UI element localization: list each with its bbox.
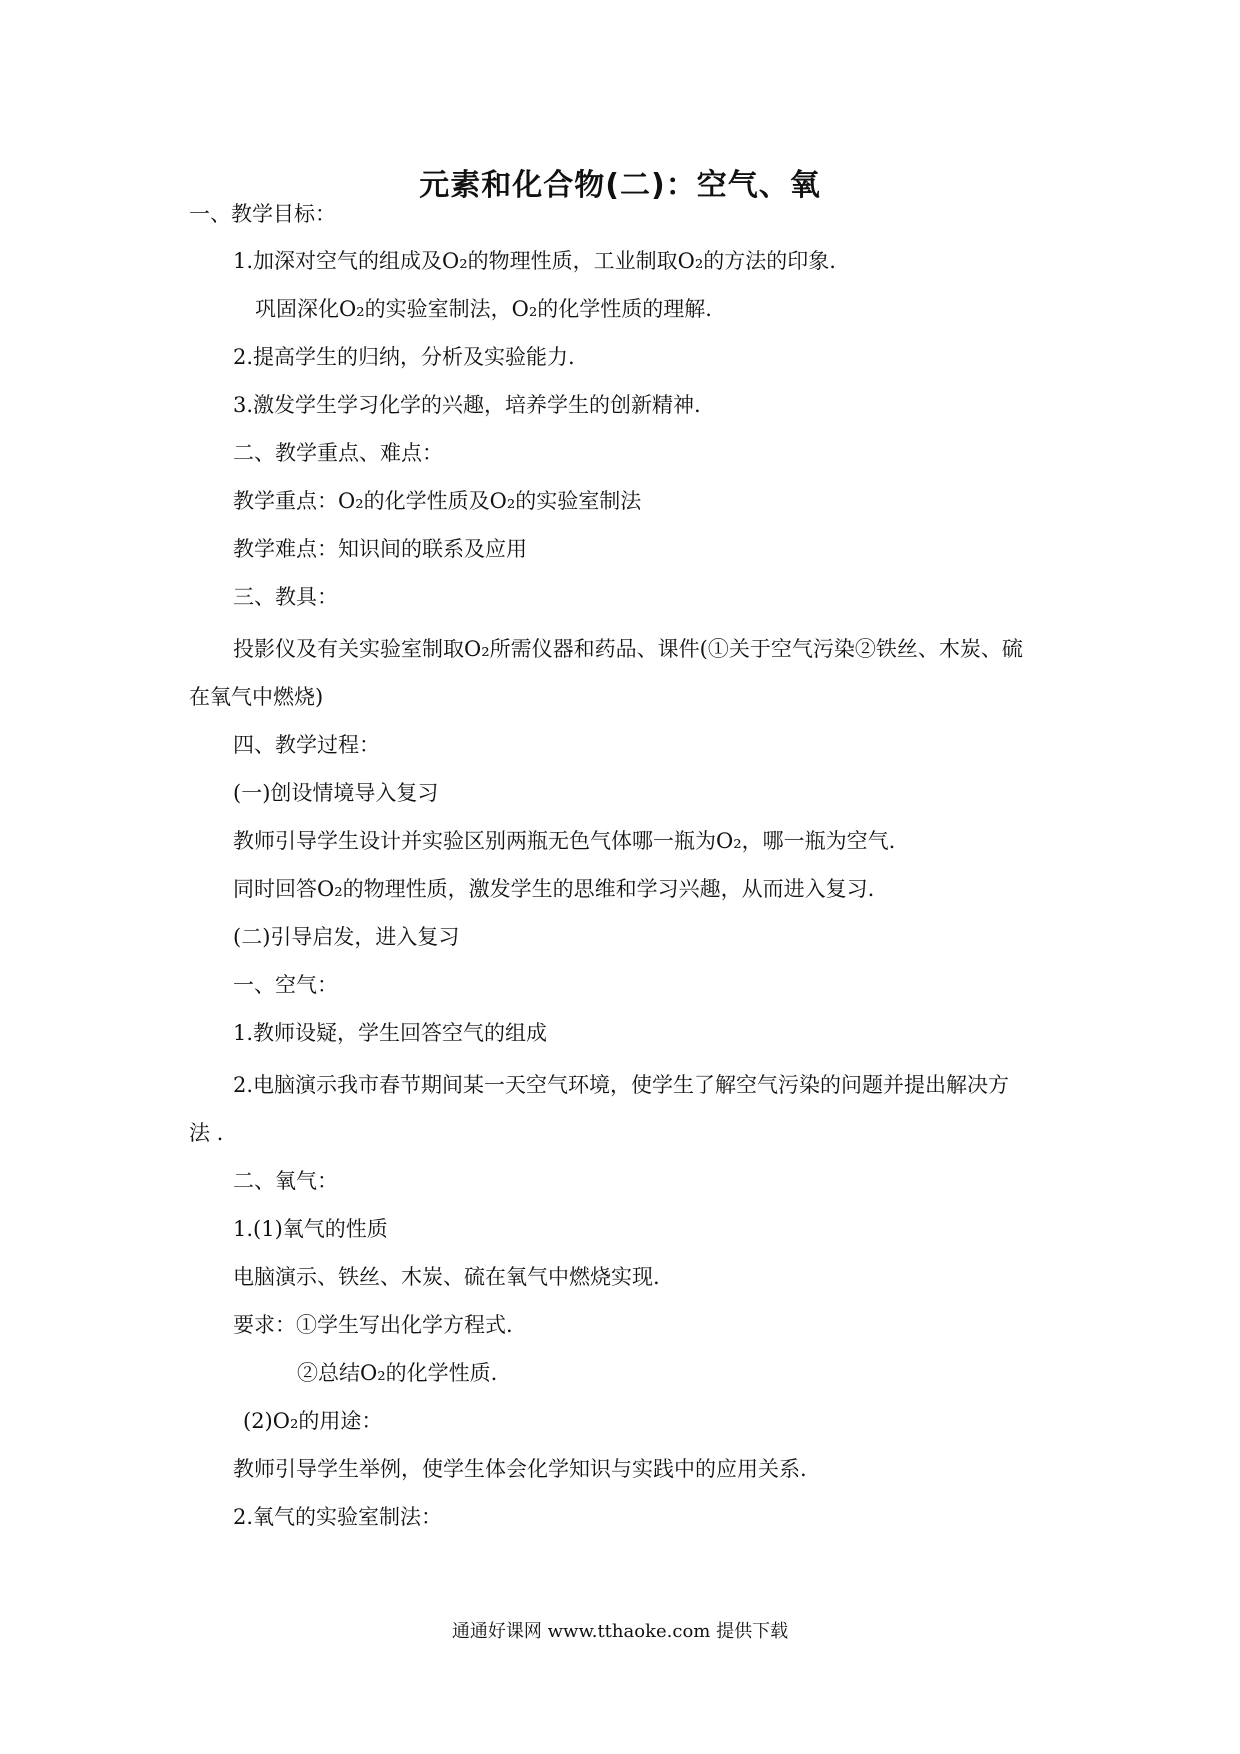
paragraph: 教学难点：知识间的联系及应用: [233, 537, 527, 561]
paragraph: 投影仪及有关实验室制取O₂所需仪器和药品、课件(①关于空气污染②铁丝、木炭、硫: [233, 637, 1023, 661]
paragraph: 教师引导学生举例，使学生体会化学知识与实践中的应用关系.: [233, 1457, 807, 1481]
paragraph: 2.提高学生的归纳，分析及实验能力.: [233, 345, 575, 369]
page-title: 元素和化合物(二)：空气、氧: [419, 168, 821, 203]
paragraph: 1.(1)氧气的性质: [233, 1217, 388, 1241]
section-heading: 二、氧气：: [233, 1169, 338, 1193]
paragraph: 在氧气中燃烧): [189, 685, 324, 709]
paragraph: ②总结O₂的化学性质.: [297, 1361, 498, 1385]
paragraph: 教师引导学生设计并实验区别两瓶无色气体哪一瓶为O₂，哪一瓶为空气.: [233, 829, 896, 853]
paragraph: 2.氧气的实验室制法：: [233, 1505, 443, 1529]
section-heading: 二、教学重点、难点：: [233, 441, 443, 465]
paragraph: 2.电脑演示我市春节期间某一天空气环境，使学生了解空气污染的问题并提出解决方: [233, 1073, 1010, 1097]
paragraph: 教学重点：O₂的化学性质及O₂的实验室制法: [233, 489, 642, 513]
paragraph: 巩固深化O₂的实验室制法，O₂的化学性质的理解.: [255, 297, 712, 321]
section-heading: 四、教学过程：: [233, 733, 380, 757]
section-heading: 一、空气：: [233, 973, 338, 997]
subsection-heading: (二)引导启发，进入复习: [233, 925, 460, 949]
paragraph: 法 .: [189, 1121, 224, 1145]
paragraph: 同时回答O₂的物理性质，激发学生的思维和学习兴趣，从而进入复习.: [233, 877, 875, 901]
page-footer: 通通好课网 www.tthaoke.com 提供下载: [451, 1621, 789, 1642]
subsection-heading: (一)创设情境导入复习: [233, 781, 439, 805]
paragraph: 1.加深对空气的组成及O₂的物理性质，工业制取O₂的方法的印象.: [233, 249, 836, 273]
section-heading: 一、教学目标：: [189, 202, 336, 226]
paragraph: 要求：①学生写出化学方程式.: [233, 1313, 513, 1337]
section-heading: 三、教具：: [233, 585, 338, 609]
paragraph: 1.教师设疑，学生回答空气的组成: [233, 1021, 548, 1045]
paragraph: 3.激发学生学习化学的兴趣，培养学生的创新精神.: [233, 393, 701, 417]
paragraph: (2)O₂的用途：: [243, 1409, 383, 1433]
paragraph: 电脑演示、铁丝、木炭、硫在氧气中燃烧实现.: [233, 1265, 660, 1289]
